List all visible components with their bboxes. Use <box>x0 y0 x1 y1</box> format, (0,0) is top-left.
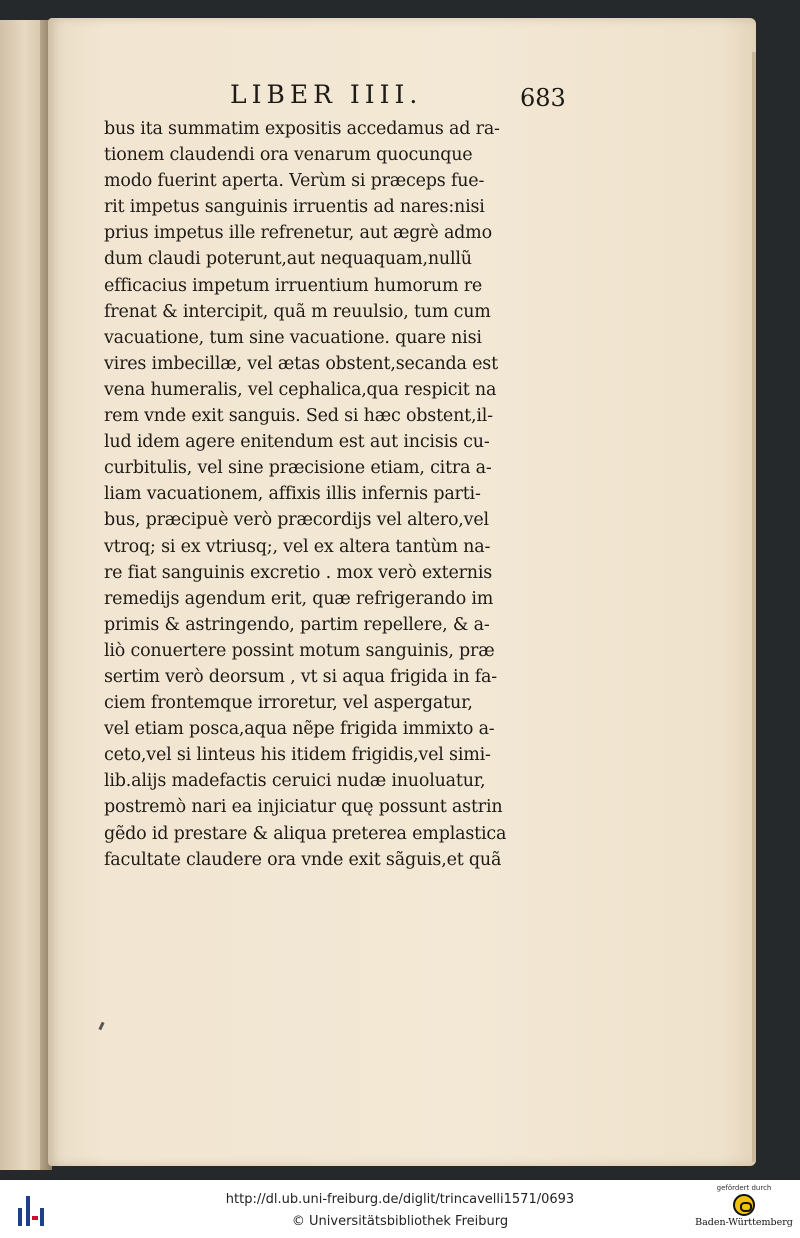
text-line: liò conuertere possint motum sanguinis, præ <box>104 640 495 661</box>
text-line: sertim verò deorsum , vt si aqua frigida in fa- <box>104 666 498 687</box>
text-line: rit impetus sanguinis irruentis ad nares:nisi <box>104 197 485 218</box>
text-line: modo fuerint aperta. Verùm si præceps fue- <box>104 171 485 192</box>
page-text <box>104 116 574 873</box>
text-line: efficacius impetum irruentium humorum re <box>104 275 483 296</box>
text-line: ceto,vel si linteus his itidem frigidis,vel simi- <box>104 745 491 766</box>
text-line: primis & astringendo, partim repellere, & a- <box>104 614 490 635</box>
page-number: 683 <box>520 84 566 112</box>
page-edge <box>752 52 756 1162</box>
text-line: lud idem agere enitendum est aut incisis cu- <box>104 432 490 453</box>
baden-wuerttemberg-emblem-icon <box>733 1194 755 1216</box>
text-line: vel etiam posca,aqua nẽpe frigida immixto a- <box>104 719 495 740</box>
permalink-url[interactable]: http://dl.ub.uni-freiburg.de/diglit/trincavelli1571/0693 <box>225 1192 575 1207</box>
sponsor-block <box>694 1184 794 1236</box>
footer-bar <box>0 1180 800 1238</box>
text-line: vena humeralis, vel cephalica,qua respicit na <box>104 379 497 400</box>
text-line: frenat & intercipit, quã m reuulsio, tum cum <box>104 301 491 322</box>
text-line: vacuatione, tum sine vacuatione. quare nisi <box>104 327 482 348</box>
text-line: bus ita summatim expositis accedamus ad ra- <box>104 119 500 139</box>
text-line: postremò nari ea injiciatur quę possunt astrin <box>104 797 503 818</box>
text-line: curbitulis, vel sine præcisione etiam, citra a- <box>104 458 492 479</box>
text-line: dum claudi poterunt,aut nequaquam,nullũ <box>104 249 472 270</box>
text-line: vtroq; si ex vtriusq;, vel ex altera tantùm na- <box>104 536 491 557</box>
text-line: remedijs agendum erit, quæ refrigerando im <box>104 588 494 609</box>
text-line: liam vacuationem, affixis illis infernis parti- <box>104 484 481 505</box>
text-line: vires imbecillæ, vel ætas obstent,secanda est <box>104 353 498 374</box>
running-header: LIBER IIII. <box>230 80 423 109</box>
text-line: bus, præcipuè verò præcordijs vel altero,vel <box>104 510 489 531</box>
sponsor-name: Baden-Württemberg <box>695 1217 793 1228</box>
text-line: ciem frontemque irroretur, vel aspergatur, <box>104 693 473 714</box>
text-line: rem vnde exit sanguis. Sed si hæc obstent,il- <box>104 406 493 427</box>
text-line: facultate claudere ora vnde exit sãguis,et quã <box>104 849 502 870</box>
copyright-notice: © Universitätsbibliothek Freiburg <box>291 1214 509 1229</box>
text-line: lib.alijs madefactis ceruici nudæ inuoluatur, <box>104 771 486 792</box>
text-line: gẽdo id prestare & aliqua preterea emplastica <box>104 823 507 844</box>
text-line: prius impetus ille refrenetur, aut ægrè admo <box>104 223 492 244</box>
text-line: tionem claudendi ora venarum quocunque <box>104 145 473 166</box>
text-line: re fiat sanguinis excretio . mox verò externis <box>104 562 493 583</box>
sponsor-label: gefördert durch <box>716 1184 772 1192</box>
